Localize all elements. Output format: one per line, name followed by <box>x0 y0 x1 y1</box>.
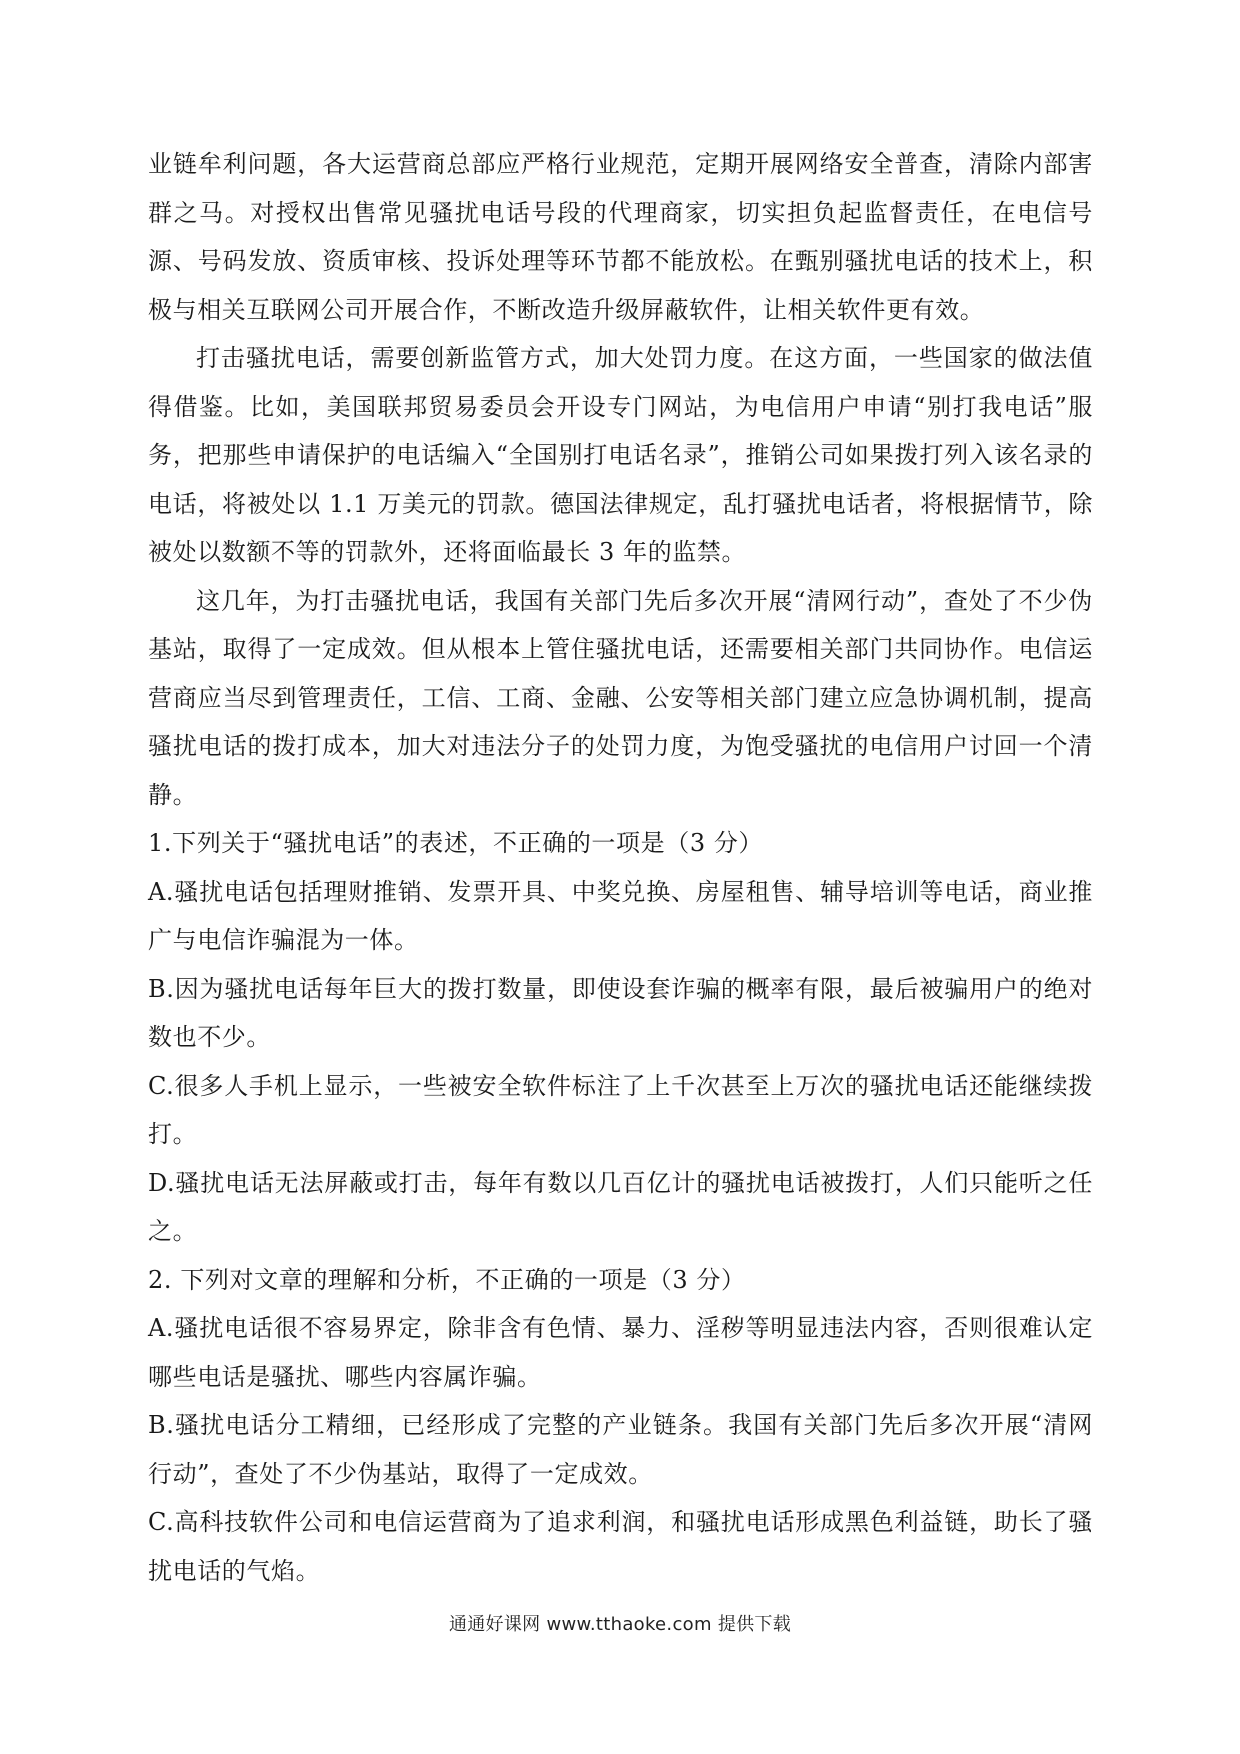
question-2 <box>148 1256 1093 1596</box>
option-b: B.骚扰电话分工精细，已经形成了完整的产业链条。我国有关部门先后多次开展“清网行动”，查处了不少伪基站，取得了一定成效。 <box>148 1411 1093 1488</box>
option-a: A.骚扰电话很不容易界定，除非含有色情、暴力、淫秽等明显违法内容，否则很难认定哪些电话是骚扰、哪些内容属诈骗。 <box>148 1314 1093 1391</box>
question-stem: 1.下列关于“骚扰电话”的表述，不正确的一项是（3 分） <box>148 829 764 857</box>
document-body <box>148 140 1093 1595</box>
option-c: C.高科技软件公司和电信运营商为了追求利润，和骚扰电话形成黑色利益链，助长了骚扰电话的气焰。 <box>148 1508 1093 1585</box>
page-footer: 通通好课网 www.tthaoke.com 提供下载 <box>448 1614 792 1635</box>
question-stem: 2. 下列对文章的理解和分析，不正确的一项是（3 分） <box>148 1265 746 1294</box>
option-c: C.很多人手机上显示，一些被安全软件标注了上千次甚至上万次的骚扰电话还能继续拨打。 <box>148 1071 1093 1148</box>
passage-paragraph: 业链牟利问题，各大运营商总部应严格行业规范，定期开展网络安全普查，清除内部害群之马。对授权出售常见骚扰电话号段的代理商家，切实担负起监督责任，在电信号源、号码发放、资质审核、投诉处理等环节都不能放松。在甄别骚扰电话的技术上，积极与相关互联网公司开展合作，不断改造升级屏蔽软件，让相关软件更有效。 <box>148 150 1093 324</box>
question-1 <box>148 819 1093 1256</box>
passage-paragraph: 打击骚扰电话，需要创新监管方式，加大处罚力度。在这方面，一些国家的做法值得借鉴。比如，美国联邦贸易委员会开设专门网站，为电信用户申请“别打我电话”服务，把那些申请保护的电话编入“全国别打电话名录”，推销公司如果拨打列入该名录的电话，将被处以 1.1 万美元的罚款。德国法律规定，乱打骚扰电话者，将根据情节，除被处以数额不等的罚款外，还将面临最长 3 年的监禁。 <box>148 344 1093 566</box>
passage-paragraph: 这几年，为打击骚扰电话，我国有关部门先后多次开展“清网行动”，查处了不少伪基站，取得了一定成效。但从根本上管住骚扰电话，还需要相关部门共同协作。电信运营商应当尽到管理责任，工信、工商、金融、公安等相关部门建立应急协调机制，提高骚扰电话的拨打成本，加大对违法分子的处罚力度，为饱受骚扰的电信用户讨回一个清静。 <box>148 586 1093 809</box>
option-b: B.因为骚扰电话每年巨大的拨打数量，即使设套诈骗的概率有限，最后被骗用户的绝对数也不少。 <box>148 974 1093 1051</box>
option-d: D.骚扰电话无法屏蔽或打击，每年有数以几百亿计的骚扰电话被拨打，人们只能听之任之。 <box>148 1168 1093 1245</box>
option-a: A.骚扰电话包括理财推销、发票开具、中奖兑换、房屋租售、辅导培训等电话，商业推广与电信诈骗混为一体。 <box>148 877 1093 954</box>
